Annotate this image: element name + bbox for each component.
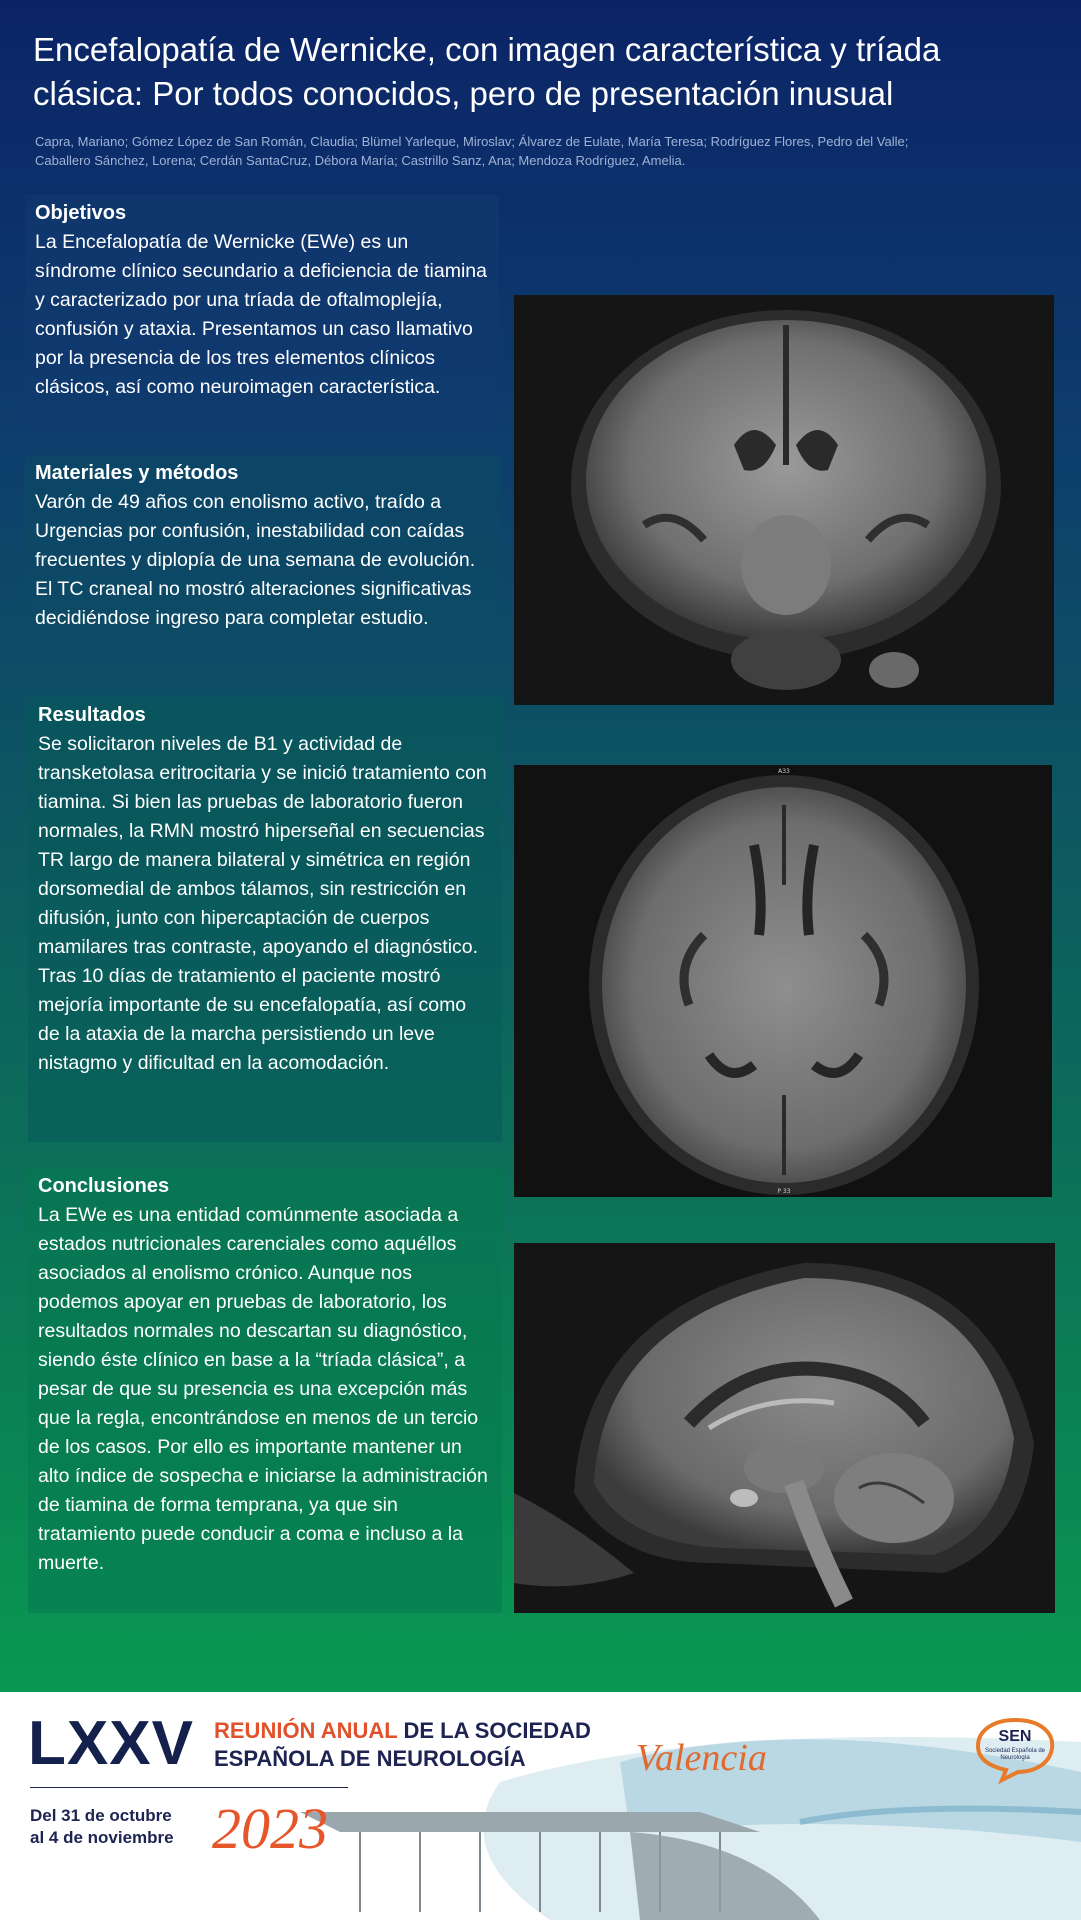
section-resultados [28, 697, 502, 1142]
poster-title [33, 28, 1043, 116]
meeting-name-line-1: DE LA SOCIEDAD [397, 1718, 591, 1743]
mri-coronal-image [514, 295, 1054, 705]
conference-banner [0, 1692, 1081, 1920]
dates-line-1: Del 31 de octubre [30, 1806, 172, 1825]
section-conclusiones [28, 1168, 502, 1613]
axial-top-label: A33 [778, 768, 790, 775]
materiales-heading: Materiales y métodos [35, 462, 239, 484]
section-objetivos [25, 195, 499, 433]
sen-logo-subtext: Sociedad Española de Neurología [984, 1748, 1046, 1761]
authors-line-2: Caballero Sánchez, Lorena; Cerdán SantaCruz, Débora María; Castrillo Sanz, Ana; Mendoza Rodríguez, Amelia. [35, 153, 686, 168]
author-list [35, 132, 1045, 170]
meeting-year: 2023 [212, 1796, 328, 1861]
mri-axial-image [514, 765, 1052, 1197]
objetivos-heading: Objetivos [35, 202, 127, 224]
conclusiones-heading: Conclusiones [38, 1175, 170, 1197]
authors-line-1: Capra, Mariano; Gómez López de San Román, Claudia; Blümel Yarleque, Miroslav; Álvarez de Eulate, María Teresa; Rodríguez Flores, Pedro del Valle; [35, 134, 909, 149]
conclusiones-text: La EWe es una entidad comúnmente asociada a estados nutricionales carenciales como aquéllos asociados al enolismo crónico. Aunque nos podemos apoyar en pruebas de laboratorio, los resultados normales no descartan su diagnóstico, siendo éste clínico en base a la “tríada clásica”, a pesar de que su presencia es una excepción más que la regla, encontrándose en menos de un tercio de los casos. Por ello es importante mantener un alto índice de sospecha e iniciarse la administración de tiamina de forma temprana, ya que sin tratamiento puede conducir a coma e incluso a la muerte. [38, 1204, 488, 1574]
meeting-name-highlight: REUNIÓN ANUAL [214, 1718, 398, 1743]
meeting-name [214, 1717, 591, 1773]
sen-logo-text: SEN [998, 1728, 1032, 1745]
section-materiales [25, 455, 499, 665]
edition-roman-numeral: LXXV [28, 1709, 194, 1778]
dates-line-2: al 4 de noviembre [30, 1828, 174, 1847]
objetivos-text: La Encefalopatía de Wernicke (EWe) es un síndrome clínico secundario a deficiencia de tiamina y caracterizado por una tríada de oftalmoplejía, confusión y ataxia. Presentamos un caso llamativo por la presencia de los tres elementos clínicos clásicos, así como neuroimagen característica. [35, 231, 487, 398]
title-line-2: clásica: Por todos conocidos, pero de presentación inusual [33, 75, 894, 112]
meeting-city: Valencia [636, 1737, 767, 1779]
resultados-text: Se solicitaron niveles de B1 y actividad de transketolasa eritrocitaria y se inició tratamiento con tiamina. Si bien las pruebas de laboratorio fueron normales, la RMN mostró hiperseñal en secuencias TR largo de manera bilateral y simétrica en región dorsomedial de ambos tálamos, sin restricción en difusión, junto con hipercaptación de cuerpos mamilares tras contraste, apoyando el diagnóstico. Tras 10 días de tratamiento el paciente mostró mejoría importante de su encefalopatía, así como de la ataxia de la marcha persistiendo un leve nistagmo y dificultad en la acomodación. [38, 733, 487, 1074]
axial-bottom-label: P 33 [777, 1188, 791, 1195]
mri-sagittal-image [514, 1243, 1055, 1613]
sen-logo [972, 1714, 1058, 1784]
materiales-text: Varón de 49 años con enolismo activo, traído a Urgencias por confusión, inestabilidad con caídas frecuentes y diplopía de una semana de evolución. El TC craneal no mostró alteraciones significativas decidiéndose ingreso para completar estudio. [35, 491, 476, 629]
meeting-dates [30, 1805, 174, 1849]
resultados-heading: Resultados [38, 704, 146, 726]
meeting-name-line-2: ESPAÑOLA DE NEUROLOGÍA [214, 1746, 526, 1771]
footer-divider [30, 1787, 348, 1788]
title-line-1: Encefalopatía de Wernicke, con imagen característica y tríada [33, 31, 941, 68]
